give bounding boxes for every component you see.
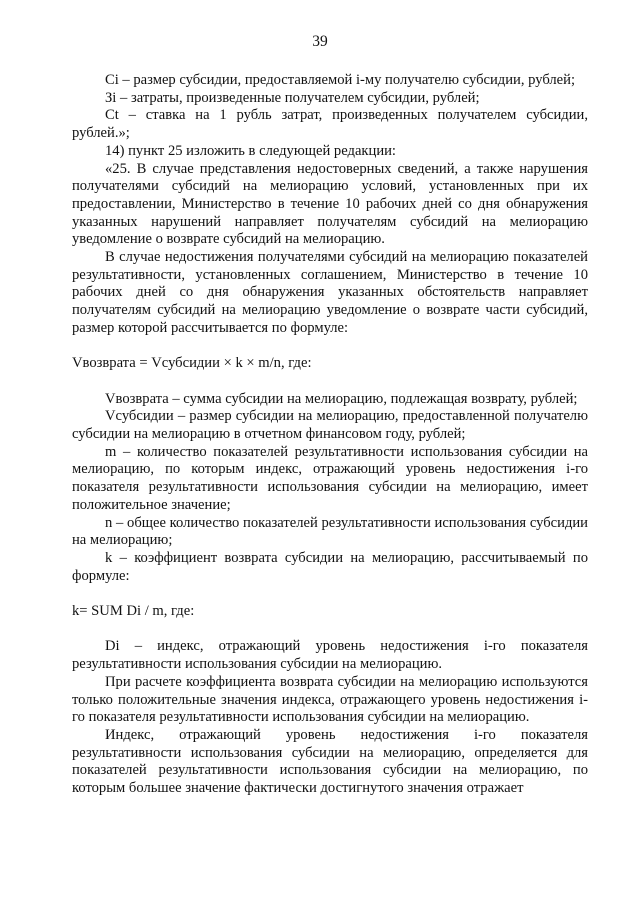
paragraph: «25. В случае представления недостоверных сведений, а также нарушения получателями субсидий на мелиорацию условий, установленных при их предоставлении, Министерство в течение 10 рабочих дней со дня обнаружения указанных нарушений направляет получателям субсидий на мелиорацию уведомление о возврате субсидий на мелиорацию. xyxy=(72,160,588,248)
paragraph: Vвозврата – сумма субсидии на мелиорацию, подлежащая возврату, рублей; xyxy=(105,390,578,407)
paragraph: Зi – затраты, произведенные получателем субсидии, рублей; xyxy=(105,89,480,106)
paragraph: Ct – ставка на 1 рубль затрат, произведенных получателем субсидии, рублей.»; xyxy=(72,107,588,142)
paragraph: 14) пункт 25 изложить в следующей редакции: xyxy=(105,142,396,159)
document-body xyxy=(72,72,588,798)
paragraph: В случае недостижения получателями субсидий на мелиорацию показателей результативности, установленных соглашением, Министерство в течение 10 рабочих дней со дня обнаружения указанных обстоятельств направляет получателям субсидий на мелиорацию уведомление о возврате части субсидий, размер которой рассчитывается по формуле: xyxy=(72,249,588,336)
formula: k= SUM Di / m, где: xyxy=(72,603,195,620)
page-number: 39 xyxy=(312,33,328,50)
formula: Vвозврата = Vсубсидии × k × m/n, где: xyxy=(72,355,312,372)
paragraph: n – общее количество показателей результативности использования субсидии на мелиорацию; xyxy=(72,514,588,549)
paragraph: Vсубсидии – размер субсидии на мелиорацию, предоставленной получателю субсидии на мелиорацию в отчетном финансовом году, рублей; xyxy=(72,408,588,443)
paragraph: Индекс, отражающий уровень недостижения i-го показателя результативности использования субсидии на мелиорацию, определяется для показателей результативности использования субсидии на мелиорацию, по которым большее значение фактически достигнутого значения отражает xyxy=(72,726,588,797)
paragraph: m – количество показателей результативности использования субсидии на мелиорацию, по которым индекс, отражающий уровень недостижения i-го показателя результативности использования субсидии на мелиорацию, имеет положительное значение; xyxy=(72,443,588,513)
paragraph: Di – индекс, отражающий уровень недостижения i-го показателя результативности использования субсидии на мелиорацию. xyxy=(72,638,588,673)
paragraph: При расчете коэффициента возврата субсидии на мелиорацию используются только положительные значения индекса, отражающего уровень недостижения i-го показателя результативности использования субсидии на мелиорацию. xyxy=(72,673,588,726)
paragraph: k – коэффициент возврата субсидии на мелиорацию, рассчитываемый по формуле: xyxy=(72,549,588,584)
paragraph: Ci – размер субсидии, предоставляемой i-му получателю субсидии, рублей; xyxy=(105,72,576,88)
